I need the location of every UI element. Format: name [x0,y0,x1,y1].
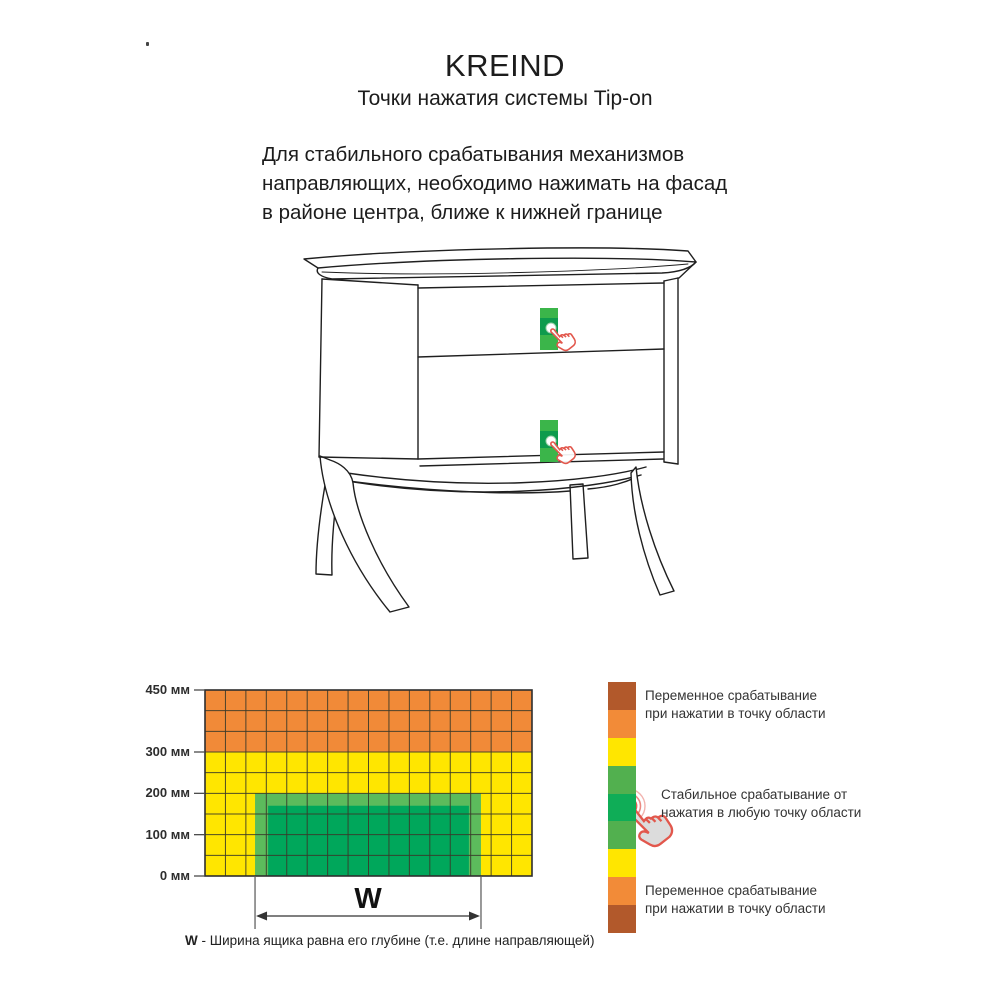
front-right-leg [631,467,674,595]
apron [347,467,646,483]
side-panel-bottom [319,457,418,459]
pressure-zone-grid [194,690,532,876]
legend-text-line: нажатия в любую точку области [661,804,862,820]
w-arrowhead-left [256,912,267,921]
axis-label-100: 100 мм [145,827,190,842]
legend-bar-segment [608,738,636,766]
page-subtitle: Точки нажатия системы Tip-on [357,87,653,110]
side-panel-top [322,279,418,285]
legend-item-stable [661,786,861,821]
w-caption [185,933,605,948]
page-title: KREIND [444,48,566,83]
carcass-left-edge [319,279,322,457]
legend-item-variable-top [645,687,826,722]
axis-label-450: 450 мм [145,682,190,697]
legend-item-variable-bottom [645,882,826,917]
touch-point-bottom-drawer [540,420,578,467]
drawer-top-edge [418,283,664,288]
instruction-line: направляющих, необходимо нажимать на фасад [262,172,728,195]
legend-text-line: при нажатии в точку области [645,705,826,721]
instruction-line: Для стабильного срабатывания механизмов [262,143,685,166]
furniture-illustration [304,248,696,612]
back-rail [588,477,637,489]
tabletop-molding-line [322,264,688,274]
legend-text-line: при нажатии в точку области [645,900,826,916]
right-stile-bottom [664,462,678,464]
legend-bar-segment [608,794,636,822]
legend-bar-segment [608,766,636,794]
w-caption-bold: W [185,933,198,948]
touch-point-top-drawer [540,308,578,354]
legend-bar-segment [608,905,636,933]
tabletop [304,248,696,268]
w-arrowhead-right [469,912,480,921]
legend-text-line: Стабильное срабатывание от [661,787,848,802]
legend-text-line: Переменное срабатывание [645,883,818,898]
drawer-divider [418,349,664,357]
axis-label-200: 200 мм [145,785,190,800]
legend-bar-segment [608,821,636,849]
w-caption-text: - Ширина ящика равна его глубине (т.е. длине направляющей) [197,933,595,948]
legend-bar-segment [608,710,636,738]
legend-bar-segment [608,849,636,877]
rear-right-leg [570,484,588,559]
w-dimension-label: W [354,883,382,915]
instruction-line: в районе центра, ближе к нижней границе [262,201,663,224]
axis-label-0: 0 мм [159,868,190,883]
right-stile-cap [664,278,678,281]
legend-bar-segment [608,877,636,905]
tabletop-molding [317,262,696,279]
legend-bar-segment [608,682,636,710]
axis-label-300: 300 мм [145,744,190,759]
legend-color-bar [608,682,636,933]
legend-text-line: Переменное срабатывание [645,688,818,703]
